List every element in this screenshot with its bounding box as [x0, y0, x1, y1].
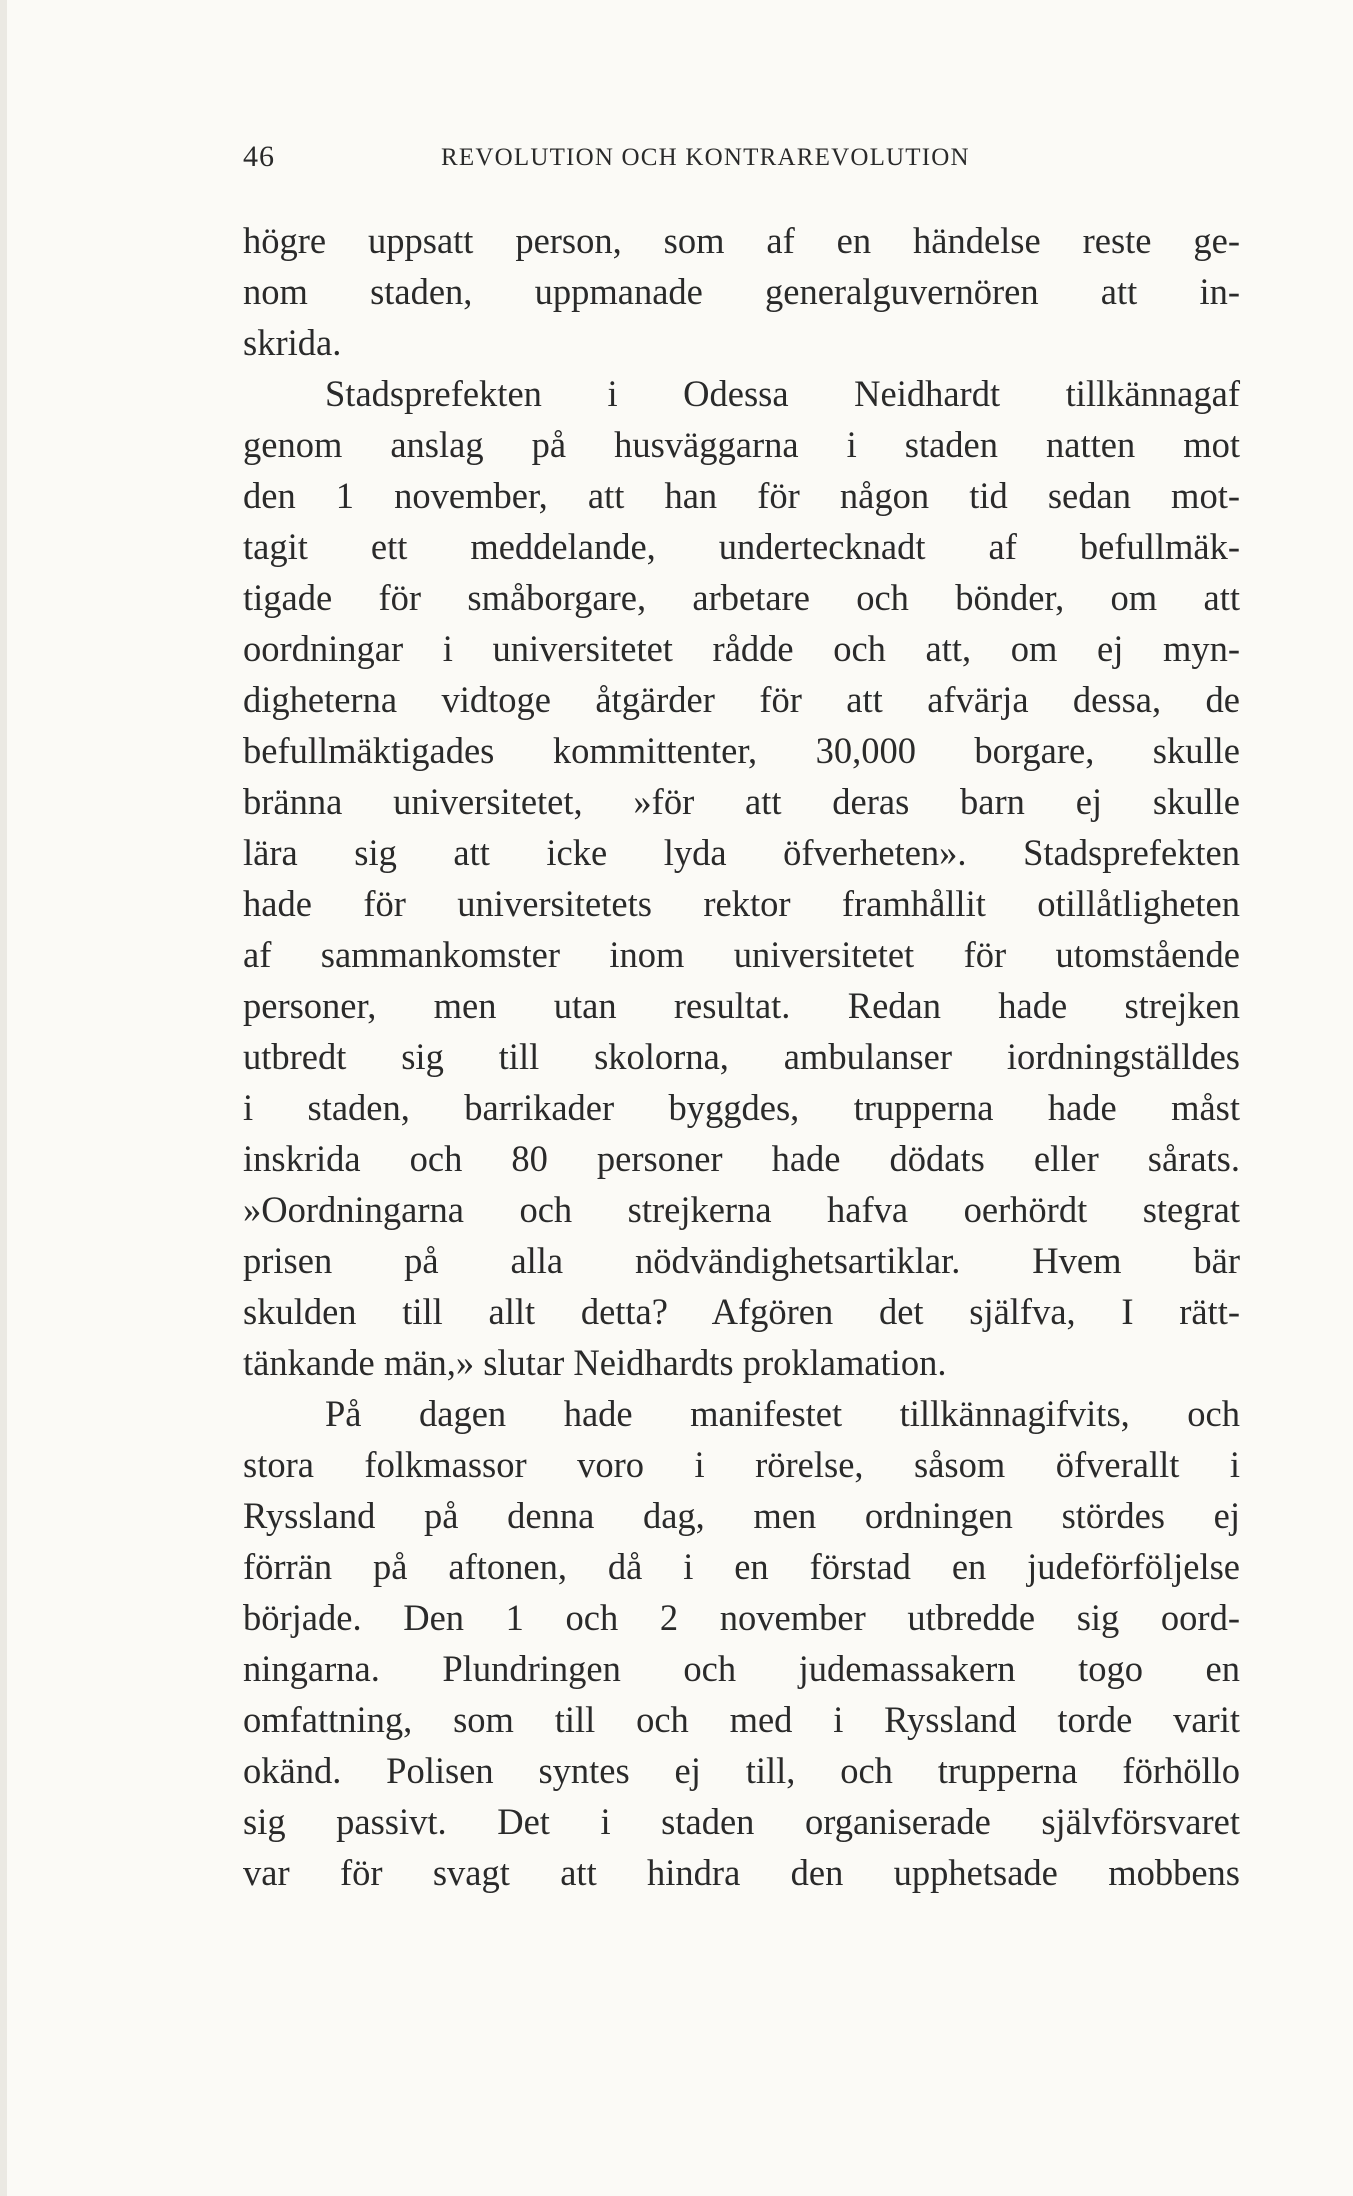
text-line: tagit ett meddelande, undertecknadt af befullmäk- — [243, 526, 1240, 567]
text-line: stora folkmassor voro i rörelse, såsom öfverallt i — [243, 1444, 1240, 1485]
text-line: Stadsprefekten i Odessa Neidhardt tillkännagaf — [325, 373, 1240, 414]
text-line: nom staden, uppmanade generalguvernören att in- — [243, 271, 1240, 312]
page-number: 46 — [243, 140, 275, 173]
text-line: inskrida och 80 personer hade dödats eller sårats. — [243, 1138, 1240, 1179]
text-line: »Oordningarna och strejkerna hafva oerhördt stegrat — [243, 1189, 1240, 1230]
text-line: af sammankomster inom universitetet för utomstående — [243, 934, 1240, 975]
text-line: På dagen hade manifestet tillkännagifvits, och — [325, 1393, 1240, 1434]
text-line: oordningar i universitetet rådde och att, om ej myn- — [243, 628, 1240, 669]
text-line: prisen på alla nödvändighetsartiklar. Hvem bär — [243, 1240, 1240, 1281]
text-line: okänd. Polisen syntes ej till, och trupperna förhöllo — [243, 1750, 1240, 1791]
text-line: omfattning, som till och med i Ryssland torde varit — [243, 1699, 1240, 1740]
text-line: personer, men utan resultat. Redan hade strejken — [243, 985, 1240, 1026]
text-line: sig passivt. Det i staden organiserade självförsvaret — [243, 1801, 1240, 1842]
text-line: i staden, barrikader byggdes, trupperna hade måst — [243, 1087, 1240, 1128]
text-line: var för svagt att hindra den upphetsade mobbens — [243, 1852, 1240, 1893]
running-title: REVOLUTION OCH KONTRAREVOLUTION — [441, 144, 970, 171]
text-line: högre uppsatt person, som af en händelse reste ge- — [243, 220, 1240, 261]
text-line: tänkande män,» slutar Neidhardts proklamation. — [243, 1342, 947, 1383]
text-line: ningarna. Plundringen och judemassakern togo en — [243, 1648, 1240, 1689]
text-line: bränna universitetet, »för att deras barn ej skulle — [243, 781, 1240, 822]
text-line: skulden till allt detta? Afgören det själfva, I rätt- — [243, 1291, 1240, 1332]
text-line: förrän på aftonen, då i en förstad en judeförföljelse — [243, 1546, 1240, 1587]
text-line: befullmäktigades kommittenter, 30,000 borgare, skulle — [243, 730, 1240, 771]
text-line: den 1 november, att han för någon tid sedan mot- — [243, 475, 1240, 516]
text-line: tigade för småborgare, arbetare och bönder, om att — [243, 577, 1240, 618]
text-line: skrida. — [243, 322, 342, 363]
text-line: började. Den 1 och 2 november utbredde sig oord- — [243, 1597, 1240, 1638]
page-edge — [0, 0, 7, 2196]
text-line: digheterna vidtoge åtgärder för att afvärja dessa, de — [243, 679, 1240, 720]
text-line: Ryssland på denna dag, men ordningen stördes ej — [243, 1495, 1240, 1536]
text-line: utbredt sig till skolorna, ambulanser iordningställdes — [243, 1036, 1240, 1077]
text-line: lära sig att icke lyda öfverheten». Stadsprefekten — [243, 832, 1240, 873]
running-head — [243, 140, 1240, 180]
text-line: genom anslag på husväggarna i staden natten mot — [243, 424, 1240, 465]
text-line: hade för universitetets rektor framhållit otillåtligheten — [243, 883, 1240, 924]
body-text — [243, 215, 1240, 1898]
